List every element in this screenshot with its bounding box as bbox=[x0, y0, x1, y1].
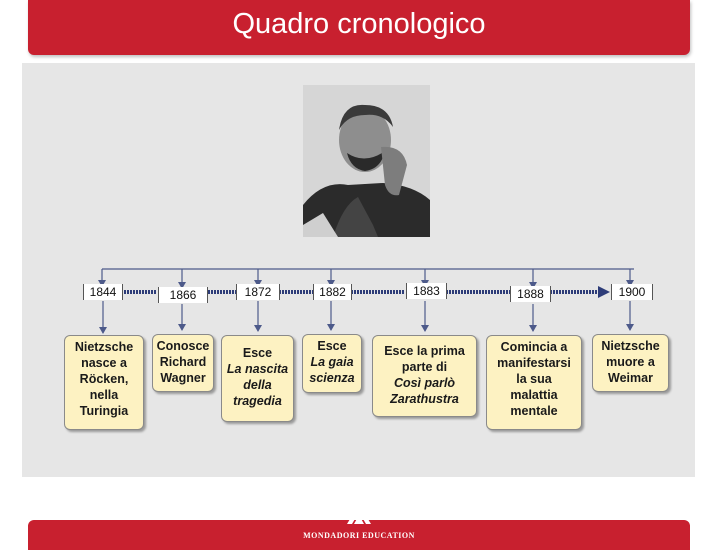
year-label: 1872 bbox=[236, 284, 280, 300]
year-label: 1900 bbox=[611, 284, 653, 300]
event-line: Conosce bbox=[156, 339, 210, 353]
year-label: 1866 bbox=[158, 287, 208, 303]
event-box-1866 bbox=[152, 334, 214, 392]
event-line: Turingia bbox=[79, 404, 129, 418]
event-line: tragedia bbox=[233, 394, 282, 408]
event-line: Così parlò bbox=[393, 376, 456, 390]
event-line: la sua bbox=[516, 372, 552, 386]
event-line: mentale bbox=[510, 404, 558, 418]
footer-bar bbox=[28, 520, 690, 550]
event-line: La gaia bbox=[310, 355, 354, 369]
event-line: nella bbox=[89, 388, 119, 402]
year-label: 1883 bbox=[406, 283, 447, 299]
event-line: Comincia a bbox=[500, 340, 568, 354]
event-line: nasce a bbox=[81, 356, 127, 370]
event-line: Nietzsche bbox=[601, 339, 660, 353]
page-title: Quadro cronologico bbox=[232, 8, 486, 40]
event-line: muore a bbox=[606, 355, 655, 369]
year-label: 1844 bbox=[83, 284, 123, 300]
event-line: Esce bbox=[242, 346, 273, 360]
event-box-1882 bbox=[302, 334, 362, 393]
event-line: La nascita bbox=[226, 362, 289, 376]
event-line: Esce la prima bbox=[384, 344, 465, 358]
event-line: Zarathustra bbox=[390, 392, 459, 406]
event-box-1900 bbox=[592, 334, 669, 392]
event-line: Weimar bbox=[608, 371, 653, 385]
year-label: 1888 bbox=[510, 286, 551, 302]
event-line: Richard bbox=[159, 355, 207, 369]
event-line: della bbox=[243, 378, 272, 392]
event-box-1872 bbox=[221, 335, 294, 422]
event-box-1883 bbox=[372, 335, 477, 417]
event-line: Röcken, bbox=[79, 372, 129, 386]
event-line: parte di bbox=[401, 360, 448, 374]
event-line: manifestarsi bbox=[497, 356, 571, 370]
event-line: Wagner bbox=[160, 371, 206, 385]
event-box-1844 bbox=[64, 335, 144, 430]
publisher-name: MONDADORI EDUCATION bbox=[303, 531, 415, 540]
event-line: Nietzsche bbox=[74, 340, 134, 354]
event-line: Esce bbox=[317, 339, 347, 353]
event-box-1888 bbox=[486, 335, 582, 430]
event-line: malattia bbox=[510, 388, 558, 402]
year-label: 1882 bbox=[313, 284, 352, 300]
event-line: scienza bbox=[309, 371, 355, 385]
publisher-logo-icon bbox=[345, 504, 373, 524]
